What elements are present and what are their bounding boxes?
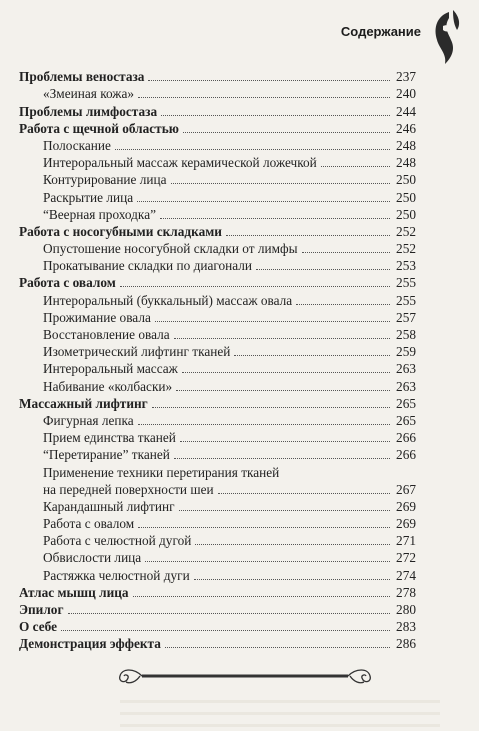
page-number: 265 — [396, 412, 416, 428]
page-number: 266 — [396, 430, 416, 446]
toc-subsection-entry — [19, 326, 416, 343]
dot-leader — [234, 354, 390, 356]
page-number: 237 — [396, 69, 416, 85]
dot-leader — [161, 114, 390, 116]
entry-title: Обвислости лица — [43, 550, 142, 566]
page-number: 248 — [396, 155, 416, 171]
page-number: 250 — [396, 172, 416, 188]
dot-leader — [138, 96, 390, 98]
page-number: 240 — [396, 86, 416, 102]
page-number: 259 — [396, 344, 416, 360]
entry-title: на передней поверхности шеи — [43, 481, 214, 497]
toc-subsection-entry — [19, 137, 416, 154]
entry-title: Эпилог — [19, 602, 64, 617]
toc-subsection-entry — [19, 309, 416, 326]
page-number: 250 — [396, 206, 416, 222]
bleed-through-line — [120, 700, 440, 703]
page-header-title: Содержание — [340, 24, 421, 39]
page-number: 280 — [396, 602, 416, 617]
toc-subsection-entry — [19, 291, 416, 308]
page-number: 253 — [396, 258, 416, 274]
page-number: 263 — [396, 378, 416, 394]
page-number: 255 — [396, 292, 416, 308]
entry-title: Проблемы веностаза — [19, 69, 145, 85]
entry-title: Интероральный массаж — [43, 361, 178, 377]
toc-subsection-entry — [19, 463, 416, 480]
entry-title: Работа с щечной областью — [19, 120, 179, 136]
entry-title: «Змеиная кожа» — [43, 86, 135, 102]
toc-subsection-entry — [19, 566, 416, 583]
page-number: 269 — [396, 498, 416, 514]
dot-leader — [155, 320, 390, 322]
toc-section-entry — [19, 274, 416, 291]
decorative-divider-icon — [112, 664, 378, 688]
toc-section-entry — [19, 395, 416, 412]
entry-title: Прием единства тканей — [43, 430, 176, 446]
entry-title: Интероральный массаж керамической ложечкой — [43, 155, 317, 171]
toc-subsection-entry — [19, 377, 416, 394]
page-number: 283 — [396, 619, 416, 635]
toc-subsection-entry — [19, 498, 416, 515]
toc-section-entry — [19, 68, 416, 85]
entry-title: Работа с овалом — [43, 516, 135, 532]
page-number: 286 — [396, 636, 416, 652]
entry-title: “Перетирание” тканей — [43, 447, 170, 463]
entry-title: Работа с носогубными складками — [19, 223, 222, 239]
toc-subsection-entry — [19, 532, 416, 549]
page-number: 263 — [396, 361, 416, 377]
toc-subsection-entry — [19, 549, 416, 566]
toc-section-entry — [19, 584, 416, 601]
dot-leader — [180, 440, 390, 442]
page-number: 252 — [396, 241, 416, 257]
toc-subsection-entry — [19, 515, 416, 532]
page-number: 278 — [396, 584, 416, 600]
entry-title: Работа с овалом — [19, 275, 116, 291]
dot-leader — [152, 406, 390, 408]
entry-title: Интероральный (буккальный) массаж овала — [43, 292, 293, 308]
dot-leader — [195, 543, 390, 545]
dot-leader — [218, 492, 390, 494]
dot-leader — [179, 509, 390, 511]
toc-section-entry — [19, 635, 416, 652]
entry-title: Применение техники перетирания тканей — [43, 464, 280, 480]
page-number: 258 — [396, 327, 416, 342]
page-number: 257 — [396, 309, 416, 325]
toc-subsection-entry — [19, 343, 416, 360]
toc-subsection-entry — [19, 171, 416, 188]
toc-section-entry — [19, 120, 416, 137]
toc-subsection-entry — [19, 412, 416, 429]
page-number: 252 — [396, 223, 416, 239]
toc-subsection-entry — [19, 188, 416, 205]
dot-leader — [133, 595, 390, 597]
bleed-through-line — [120, 724, 440, 727]
toc-subsection-entry — [19, 240, 416, 257]
entry-title: “Веерная проходка” — [43, 206, 156, 222]
dot-leader — [137, 200, 390, 202]
entry-title: Работа с челюстной дугой — [43, 533, 192, 549]
toc-subsection-entry — [19, 429, 416, 446]
dot-leader — [138, 423, 390, 425]
entry-title: Прожимание овала — [43, 309, 151, 325]
dot-leader — [148, 79, 390, 81]
bleed-through-line — [120, 712, 440, 715]
page-number: 274 — [396, 567, 416, 583]
page-number: 271 — [396, 533, 416, 549]
entry-title: Карандашный лифтинг — [43, 498, 175, 514]
table-of-contents — [19, 68, 416, 652]
toc-subsection-entry — [19, 360, 416, 377]
dot-leader — [182, 371, 390, 373]
dot-leader — [174, 337, 390, 339]
dot-leader — [194, 578, 390, 580]
dot-leader — [256, 268, 390, 270]
toc-subsection-entry — [19, 481, 416, 498]
entry-title: Демонстрация эффекта — [19, 636, 161, 652]
dot-leader — [176, 389, 390, 391]
dot-leader — [160, 217, 390, 219]
dot-leader — [174, 457, 390, 459]
toc-section-entry — [19, 102, 416, 119]
toc-subsection-entry — [19, 446, 416, 463]
dot-leader — [296, 303, 390, 305]
page-number: 244 — [396, 103, 416, 119]
entry-title: О себе — [19, 619, 58, 635]
dot-leader — [165, 646, 390, 648]
dot-leader — [68, 612, 391, 614]
entry-title: Полоскание — [43, 137, 111, 153]
entry-title: Атлас мышц лица — [19, 584, 129, 600]
page-number: 266 — [396, 447, 416, 463]
toc-section-entry — [19, 601, 416, 618]
toc-subsection-entry — [19, 206, 416, 223]
entry-title: Массажный лифтинг — [19, 395, 148, 411]
entry-title: Фигурная лепка — [43, 412, 134, 428]
toc-section-entry — [19, 223, 416, 240]
dot-leader — [226, 234, 390, 236]
dot-leader — [138, 526, 390, 528]
page-number: 269 — [396, 516, 416, 532]
page-number: 265 — [396, 395, 416, 411]
page-number: 255 — [396, 275, 416, 291]
dot-leader — [61, 629, 390, 631]
entry-title: Раскрытие лица — [43, 189, 134, 205]
entry-title: Прокатывание складки по диагонали — [43, 258, 253, 274]
dot-leader — [120, 285, 390, 287]
page-number: 248 — [396, 137, 416, 153]
dot-leader — [115, 148, 390, 150]
dot-leader — [183, 131, 390, 133]
entry-title: Набивание «колбаски» — [43, 378, 173, 394]
page-number: 250 — [396, 189, 416, 205]
dot-leader — [321, 165, 390, 167]
entry-title: Контурирование лица — [43, 172, 167, 188]
entry-title: Изометрический лифтинг тканей — [43, 344, 231, 360]
page-number: 272 — [396, 550, 416, 566]
entry-title: Восстановление овала — [43, 327, 170, 342]
dot-leader — [302, 251, 390, 253]
page-number: 267 — [396, 481, 416, 497]
toc-subsection-entry — [19, 154, 416, 171]
toc-subsection-entry — [19, 257, 416, 274]
dot-leader — [145, 560, 390, 562]
entry-title: Опустошение носогубной складки от лимфы — [43, 241, 298, 257]
toc-section-entry — [19, 618, 416, 635]
page-number: 246 — [396, 120, 416, 136]
woman-profile-icon — [429, 8, 465, 66]
toc-subsection-entry — [19, 85, 416, 102]
entry-title: Проблемы лимфостаза — [19, 103, 158, 119]
dot-leader — [171, 182, 390, 184]
entry-title: Растяжка челюстной дуги — [43, 567, 190, 583]
